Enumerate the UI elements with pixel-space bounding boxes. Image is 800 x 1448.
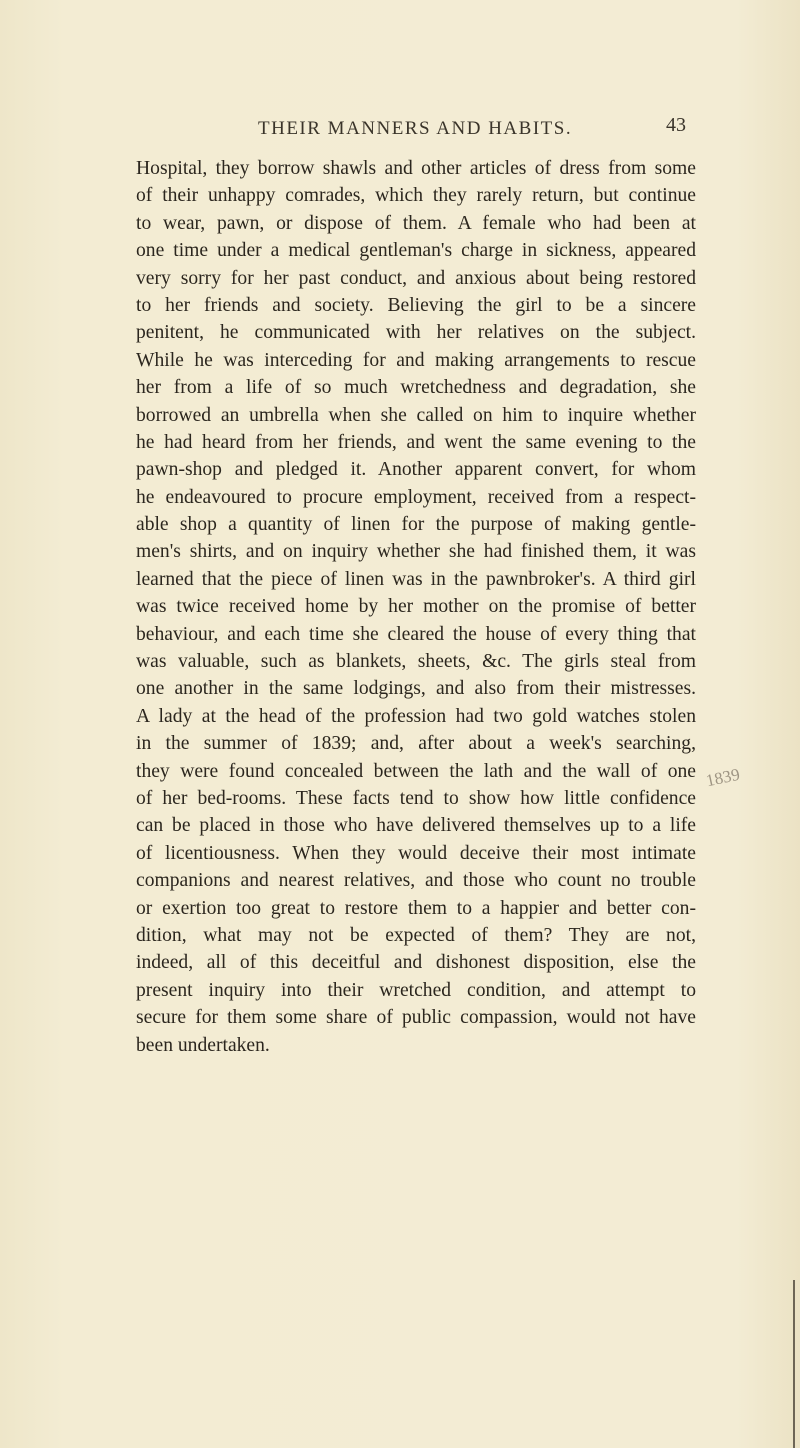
text-line: Hospital, they borrow shawls and other articles of dress from some [136,158,696,179]
text-line: was valuable, such as blankets, sheets, &c. The girls steal from [136,651,696,673]
text-line: they were found concealed between the lath and the wall of one [136,760,696,782]
text-line: behaviour, and each time she cleared the house of every thing that [136,623,696,645]
body-paragraph [136,155,696,1059]
text-line: penitent, he communicated with her relatives on the subject. [136,322,696,344]
text-line: to her friends and society. Believing the girl to be a sincere [136,294,696,316]
running-title: THEIR MANNERS AND HABITS. [258,118,573,139]
text-line: he had heard from her friends, and went the same evening to the [136,431,696,453]
text-line: one another in the same lodgings, and also from their mistresses. [136,678,696,700]
text-line: he endeavoured to procure employment, received from a respect- [136,486,696,508]
text-line: dition, what may not be expected of them? They are not, [136,924,696,946]
text-line: borrowed an umbrella when she called on him to inquire whether [136,404,696,426]
text-line: secure for them some share of public compassion, would not have [136,1007,696,1029]
text-line: learned that the piece of linen was in the pawnbroker's. A third girl [136,568,696,590]
text-line: or exertion too great to restore them to a happier and better con- [136,897,696,919]
text-line: one time under a medical gentleman's charge in sickness, appeared [136,240,696,262]
text-line: able shop a quantity of linen for the purpose of making gentle- [136,514,696,536]
text-line: men's shirts, and on inquiry whether she had finished them, it was [136,541,696,563]
text-line: indeed, all of this deceitful and dishonest disposition, else the [136,952,696,974]
text-line: was twice received home by her mother on the promise of better [136,596,696,618]
text-line: companions and nearest relatives, and those who count no trouble [136,870,696,892]
text-line: can be placed in those who have delivered themselves up to a life [136,815,696,837]
text-line: to wear, pawn, or dispose of them. A female who had been at [136,212,696,234]
text-line: While he was interceding for and making arrangements to rescue [136,349,696,371]
page-number: 43 [666,114,686,136]
text-line: present inquiry into their wretched condition, and attempt to [136,979,696,1001]
text-line: A lady at the head of the profession had two gold watches stolen [136,705,696,727]
text-line: very sorry for her past conduct, and anxious about being restored [136,267,696,289]
running-head [0,114,800,148]
text-line: in the summer of 1839; and, after about a week's searching, [136,733,696,755]
text-line: of their unhappy comrades, which they rarely return, but continue [136,185,696,207]
text-line: of licentiousness. When they would deceive their most intimate [136,842,696,864]
margin-annotation: 1839 [704,764,742,791]
text-line: her from a life of so much wretchedness and degradation, she [136,377,696,399]
text-line: pawn-shop and pledged it. Another apparent convert, for whom [136,459,696,481]
text-line: been undertaken. [136,1034,270,1056]
text-line: of her bed-rooms. These facts tend to show how little confidence [136,787,696,809]
page-edge-rule [793,1280,795,1448]
